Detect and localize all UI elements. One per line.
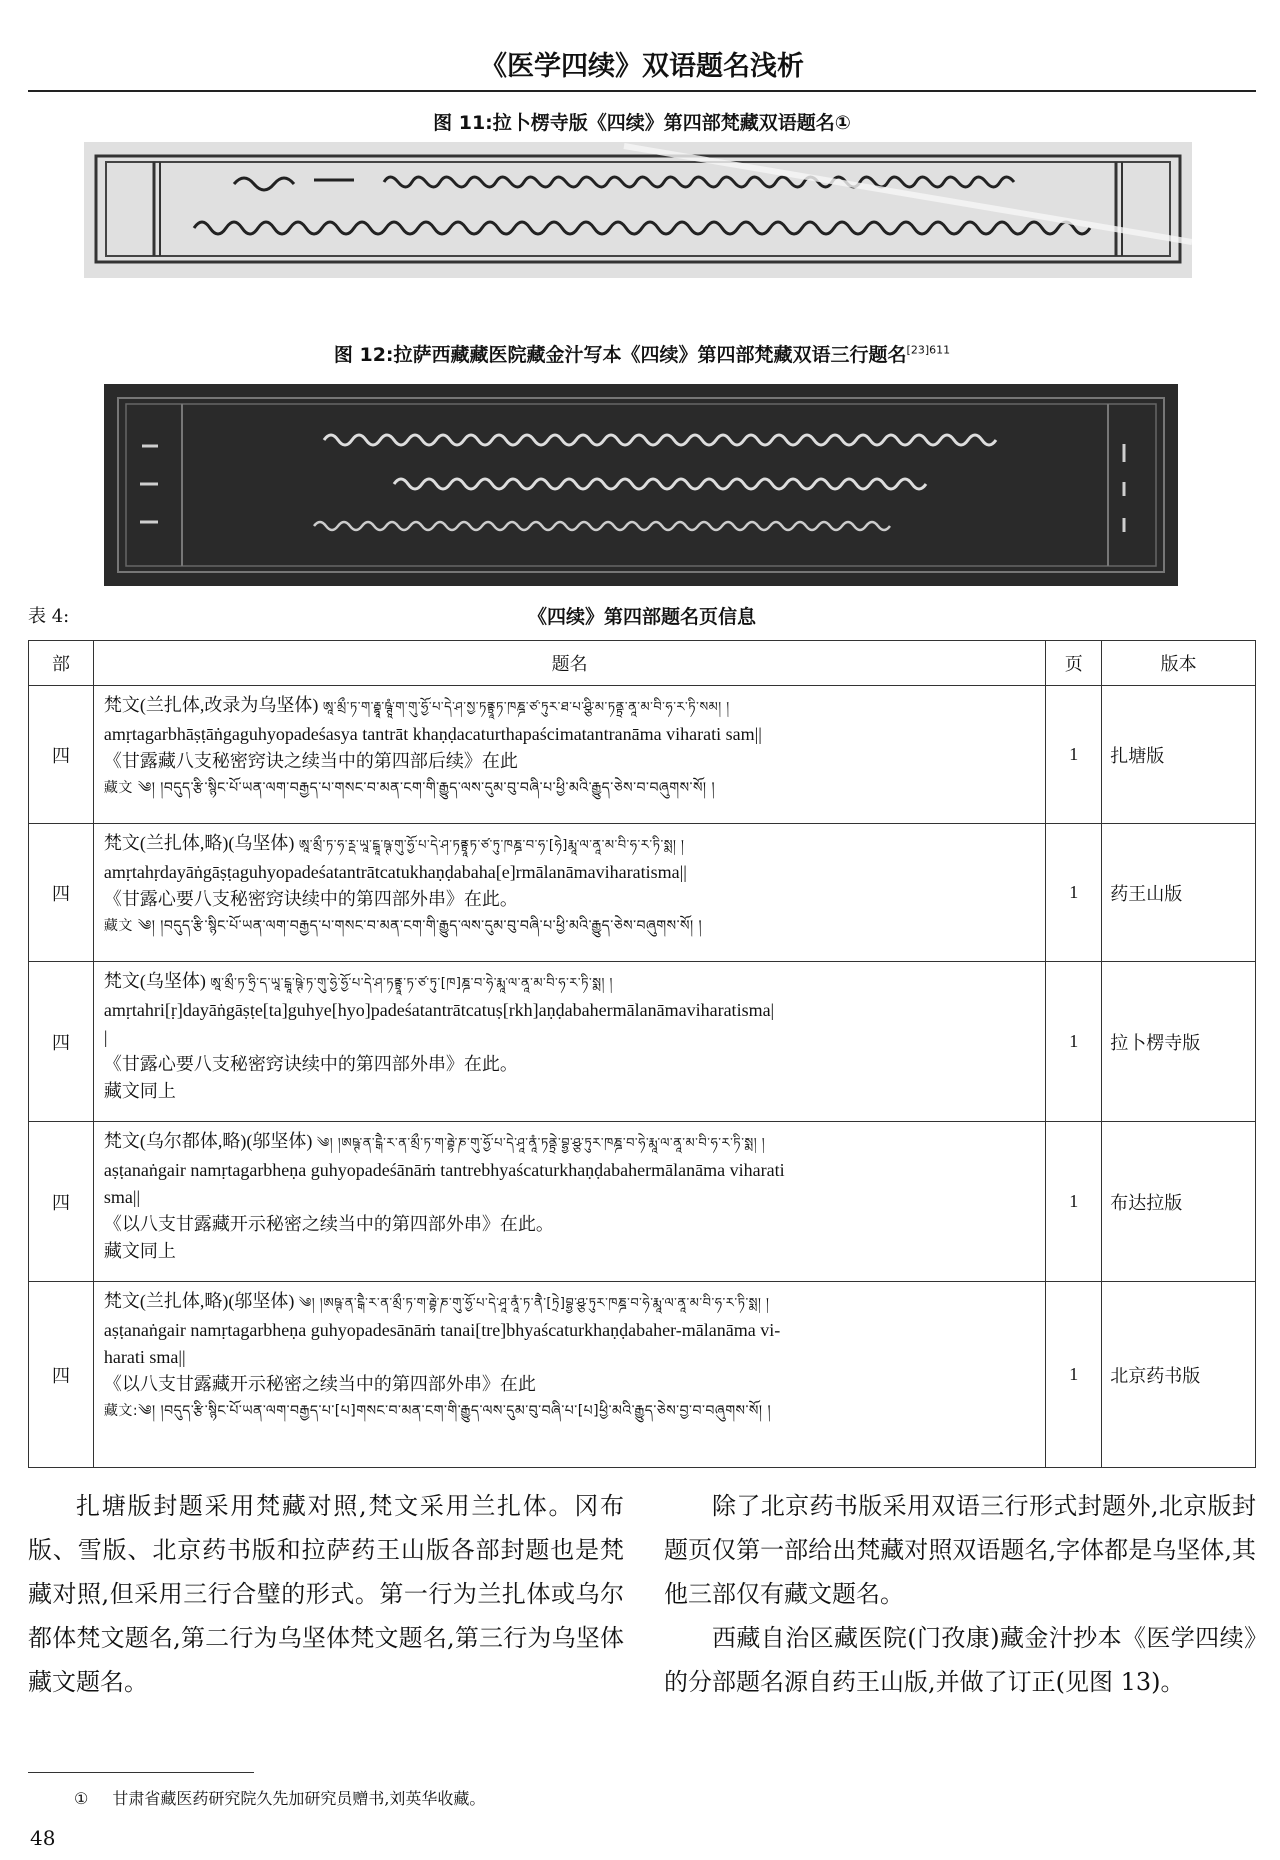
- sanskrit-script: ཨཱ་མྲྀ་ཏ་ཧྲི་ད་ཡཱ་ངྒཱ་ཥྚེ་ཏ་གུ་ཧྱེ་ཧྱོ་པ་དེ་ཤ་ཏནྟྲཱ་ཏ་ཙ་ཏུ་[ཁ]ཎྜ་བ་ཧེ་རྨཱ་ལ་ནཱ་མ་བི་ཧ་ར་ཏི་སྨ། །: [210, 976, 613, 991]
- edition-cell: 北京药书版: [1102, 1282, 1256, 1468]
- chinese-title: 《以八支甘露藏开示秘密之续当中的第四部外串》在此: [103, 1374, 536, 1394]
- title-cell: [93, 1282, 1045, 1468]
- romanization-continued: |: [103, 1027, 108, 1047]
- page-cell: 1: [1046, 962, 1102, 1122]
- romanization: aṣṭanaṅgair namṛtagarbheṇa guhyopadeśānāṁ tantrebhyaścaturkhaṇḍabahermālanāma viharati: [103, 1160, 785, 1180]
- sanskrit-label: 梵文(乌坚体): [103, 971, 206, 991]
- title-cell: [93, 686, 1045, 824]
- header-edition: 版本: [1102, 641, 1256, 686]
- table-row: [29, 1122, 1256, 1282]
- header-part: 部: [29, 641, 94, 686]
- tibetan-title: 藏文同上: [103, 1081, 176, 1101]
- romanization-continued: sma||: [103, 1187, 141, 1207]
- page-cell: 1: [1046, 824, 1102, 962]
- table-label: 表 4:: [28, 606, 70, 627]
- tibetan-title: 藏文:༄། །བདུད་རྩི་སྙིང་པོ་ཡན་ལག་བརྒྱད་པ་[པ]གསང་བ་མན་ངག་གི་རྒྱུད་ལས་དུམ་བུ་བཞི་པ་[པ]ཕྱི་མའི་རྒྱུད་ཅེས་བྱ་བ་བཞུགས་སོ། །: [103, 1403, 772, 1419]
- chinese-title: 《甘露心要八支秘密窍诀续中的第四部外串》在此。: [103, 1054, 518, 1074]
- table-row: [29, 962, 1256, 1122]
- sanskrit-label: 梵文(兰扎体,略)(邬坚体): [103, 1291, 295, 1311]
- table-title: 《四续》第四部题名页信息: [527, 606, 756, 628]
- table-row: [29, 824, 1256, 962]
- tibetan-title: 藏文 ༄། །བདུད་རྩི་སྙིང་པོ་ཡན་ལག་བརྒྱད་པ་གསང་བ་མན་ངག་གི་རྒྱུད་ལས་དུམ་བུ་བཞི་པ་ཕྱི་མའི་རྒྱུད་ཅེས་བ་བཞུགས་སོ། །: [103, 780, 716, 796]
- romanization-continued: harati sma||: [103, 1347, 186, 1367]
- page-cell: 1: [1046, 1282, 1102, 1468]
- footnote: [74, 1786, 485, 1809]
- edition-cell: 药王山版: [1102, 824, 1256, 962]
- title-cell: [93, 1122, 1045, 1282]
- title-page-table: [28, 640, 1256, 1468]
- part-cell: 四: [29, 686, 94, 824]
- footnote-mark: ①: [74, 1789, 89, 1808]
- body-left-column: [28, 1484, 624, 1704]
- body-paragraph: 西藏自治区藏医院(门孜康)藏金汁抄本《医学四续》的分部题名源自药王山版,并做了订正(见图 13)。: [664, 1624, 1256, 1696]
- sanskrit-script: ༄། །ཨཥྚ་ན་ངྒཻ་ར་ན་མྲྀ་ཏ་ག་རྦྷེ་ཎ་གུ་ཧྱོ་པ་དེ་ཤཱ་ནཱཾ་ཏནྟྲེ་བྷྱ་ཤྩ་ཏུར་ཁཎྜ་བ་ཧེ་རྨཱ་ལ་ནཱ་མ་བི་ཧ་ར་ཏི་སྨ། །: [316, 1136, 766, 1151]
- chinese-title: 《甘露藏八支秘密窍诀之续当中的第四部后续》在此: [103, 751, 518, 771]
- romanization: amṛtahṛdayāṅgāṣṭaguhyopadeśatantrātcatukhaṇḍabaha[e]rmālanāmaviharatisma||: [103, 862, 687, 882]
- romanization: aṣṭanaṅgair namṛtagarbheṇa guhyopadesānāṁ tanai[tre]bhyaścaturkhaṇḍabaher-mālanāma vi-: [103, 1320, 781, 1340]
- part-cell: 四: [29, 824, 94, 962]
- footnote-text: 甘肃省藏医药研究院久先加研究员赠书,刘英华收藏。: [112, 1789, 486, 1808]
- chinese-title: 《甘露心要八支秘密窍诀续中的第四部外串》在此。: [103, 889, 518, 909]
- chinese-title: 《以八支甘露藏开示秘密之续当中的第四部外串》在此。: [103, 1214, 554, 1234]
- body-paragraph: 扎塘版封题采用梵藏对照,梵文采用兰扎体。冈布版、雪版、北京药书版和拉萨药王山版各部封题也是梵藏对照,但采用三行合璧的形式。第一行为兰扎体或乌尔都体梵文题名,第二行为乌坚体梵文题名,第三行为乌坚体藏文题名。: [28, 1492, 624, 1696]
- sanskrit-script: ཨཱ་མྲྀ་ཏ་ཧ་ཪྡ་ཡཱ་ངྒཱ་ཥྚ་གུ་ཧྱོ་པ་དེ་ཤ་ཏནྟྲཱཏ་ཙ་ཏུ་ཁཎྜ་བ་ཧ་[ཧེ]རྨཱ་ལ་ནཱ་མ་བི་ཧ་ར་ཏི་སྨ། །: [298, 838, 685, 853]
- sanskrit-label: 梵文(乌尔都体,略)(邬坚体): [103, 1131, 313, 1151]
- title-cell: [93, 824, 1045, 962]
- table-header-row: [29, 641, 1256, 686]
- page-number: 48: [30, 1826, 56, 1850]
- figure-12-image: [104, 384, 1178, 586]
- part-cell: 四: [29, 962, 94, 1122]
- figure-12-caption-text: 图 12:拉萨西藏藏医院藏金汁写本《四续》第四部梵藏双语三行题名: [333, 344, 907, 366]
- title-cell: [93, 962, 1045, 1122]
- header-title: 题名: [93, 641, 1045, 686]
- body-paragraph: 除了北京药书版采用双语三行形式封题外,北京版封题页仅第一部给出梵藏对照双语题名,字体都是乌坚体,其他三部仅有藏文题名。: [664, 1492, 1256, 1608]
- body-right-column: [664, 1484, 1256, 1704]
- table-row: [29, 686, 1256, 824]
- part-cell: 四: [29, 1122, 94, 1282]
- part-cell: 四: [29, 1282, 94, 1468]
- romanization: amṛtahri[ṛ]dayāṅgāṣṭe[ta]guhye[hyo]padeśatantrātcatuṣ[rkh]aṇḍabahermālanāmaviharatisma|: [103, 1000, 775, 1020]
- tibetan-title: 藏文 ༄། །བདུད་རྩི་སྙིང་པོ་ཡན་ལག་བརྒྱད་པ་གསང་བ་མན་ངག་གི་རྒྱུད་ལས་དུམ་བུ་བཞི་པ་ཕྱི་མའི་རྒྱུད་ཅེས་བཞུགས་སོ། །: [103, 918, 703, 934]
- sanskrit-label: 梵文(兰扎体,改录为乌坚体): [103, 695, 319, 715]
- header-page: 页: [1046, 641, 1102, 686]
- figure-12-reference: [23]611: [906, 343, 951, 357]
- table-row: [29, 1282, 1256, 1468]
- page-cell: 1: [1046, 1122, 1102, 1282]
- edition-cell: 布达拉版: [1102, 1122, 1256, 1282]
- edition-cell: 拉卜楞寺版: [1102, 962, 1256, 1122]
- sanskrit-script: ༄། །ཨཥྚ་ན་ངྒཻ་ར་ན་མྲྀ་ཏ་ག་རྦྷེ་ཎ་གུ་ཧྱོ་པ་དེ་ཤཱ་ནཱཾ་ཏ་ནཻ་[ཏྲེ]བྷྱ་ཤྩ་ཏུར་ཁཎྜ་བ་ཧེ་རྨཱ་ལ་ནཱ་མ་བི་ཧ་ར་ཏི་སྨ། །: [298, 1296, 770, 1311]
- figure-11-caption: 图 11:拉卜楞寺版《四续》第四部梵藏双语题名①: [433, 112, 851, 134]
- edition-cell: 扎塘版: [1102, 686, 1256, 824]
- figure-11-image: [84, 142, 1192, 278]
- footnote-rule: [28, 1772, 254, 1773]
- page-cell: 1: [1046, 686, 1102, 824]
- tibetan-title: 藏文同上: [103, 1241, 176, 1261]
- sanskrit-label: 梵文(兰扎体,略)(乌坚体): [103, 833, 295, 853]
- header-rule: [28, 90, 1256, 92]
- sanskrit-script: ཨཱ་མྲྀ་ཏ་ག་རྦྷཱ་ཥྚཱཾ་ག་གུ་ཧྱོ་པ་དེ་ཤ་སྱ་ཏནྟྲཱཏ་ཁཎྜ་ཙ་ཏུར་ཐ་པ་ཤྩི་མ་ཏནྟྲ་ནཱ་མ་བི་ཧ་ར་ཏི་སམ། །: [322, 700, 730, 715]
- figure-12-caption: [28, 340, 1256, 367]
- running-head-title: 《医学四续》双语题名浅析: [480, 51, 804, 82]
- romanization: amṛtagarbhāṣṭāṅgaguhyopadeśasya tantrāt khaṇḍacaturthapaścimatantranāma viharati sam||: [103, 724, 762, 744]
